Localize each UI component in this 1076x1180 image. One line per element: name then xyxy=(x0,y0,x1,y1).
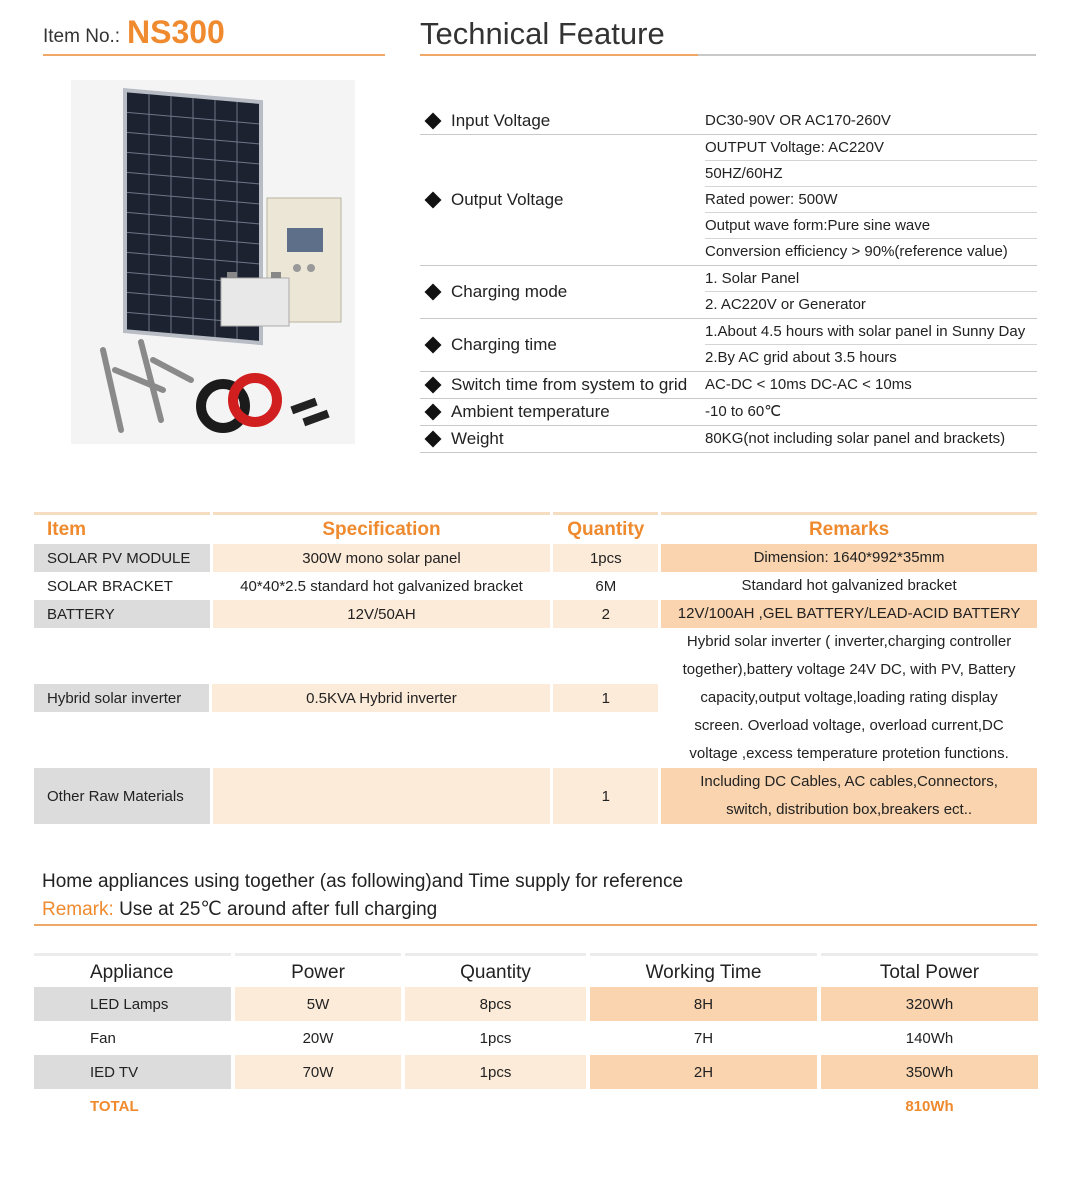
diamond-bullet-icon xyxy=(425,113,442,130)
remarks-line: Standard hot galvanized bracket xyxy=(741,577,957,594)
table-cell xyxy=(553,600,658,628)
title-underline-grey xyxy=(698,54,1036,56)
item-number-header xyxy=(43,14,385,56)
table-cell xyxy=(553,572,658,600)
cell-text: 6M xyxy=(595,577,617,595)
column-header: Working Time xyxy=(590,953,817,989)
cell-text: 1 xyxy=(601,787,610,805)
table-cell: 7H xyxy=(693,1029,714,1047)
column-header: Total Power xyxy=(821,953,1038,989)
technical-feature-header xyxy=(420,14,1036,56)
table-cell: 8H xyxy=(590,987,817,1021)
total-row xyxy=(34,1089,1038,1123)
table-cell xyxy=(553,628,658,768)
feature-name xyxy=(420,135,705,265)
remarks-line: together),battery voltage 24V DC, with PV, Battery xyxy=(682,661,1016,678)
feature-values xyxy=(705,319,1037,371)
table-cell-band xyxy=(212,684,550,712)
components-table xyxy=(34,512,1037,824)
table-cell xyxy=(34,544,210,572)
table-cell xyxy=(34,600,210,628)
diamond-bullet-icon xyxy=(425,404,442,421)
table-cell: 350Wh xyxy=(821,1055,1038,1089)
feature-label: Output Voltage xyxy=(451,190,564,209)
feature-name xyxy=(420,372,705,398)
table-cell xyxy=(34,628,209,768)
table-row xyxy=(34,600,1037,628)
cell-text: 12V/50AH xyxy=(347,605,416,623)
feature-value: Conversion efficiency > 90%(reference value) xyxy=(705,243,1008,260)
table-row xyxy=(34,544,1037,572)
table-cell xyxy=(553,768,658,824)
remarks-cell xyxy=(661,544,1037,572)
cell-text: 300W mono solar panel xyxy=(302,549,461,567)
feature-row xyxy=(420,135,1037,266)
feature-value: 50HZ/60HZ xyxy=(705,161,1037,187)
feature-value: -10 to 60℃ xyxy=(705,403,782,420)
feature-value: 2.By AC grid about 3.5 hours xyxy=(705,349,897,366)
remarks-cell xyxy=(661,600,1037,628)
cell-text: BATTERY xyxy=(47,605,115,623)
table-cell: 2H xyxy=(590,1055,817,1089)
table-cell-band xyxy=(553,684,658,712)
cell-text: 1 xyxy=(601,689,610,707)
table-cell xyxy=(553,544,658,572)
remarks-line: Including DC Cables, AC cables,Connectors, xyxy=(700,773,998,790)
feature-name xyxy=(420,266,705,318)
feature-value: 80KG(not including solar panel and brackets) xyxy=(705,430,1006,447)
table-row xyxy=(34,1055,1038,1089)
feature-label: Charging time xyxy=(451,335,557,354)
feature-value: Output wave form:Pure sine wave xyxy=(705,213,1037,239)
table-cell xyxy=(213,768,551,824)
feature-label: Switch time from system to grid xyxy=(451,375,688,394)
table-cell: LED Lamps xyxy=(34,987,231,1021)
diamond-bullet-icon xyxy=(425,377,442,394)
remarks-line: switch, distribution box,breakers ect.. xyxy=(726,801,973,818)
column-header: Item xyxy=(34,512,210,544)
feature-value: Rated power: 500W xyxy=(705,187,1037,213)
feature-value: 1. Solar Panel xyxy=(705,266,1037,292)
remarks-line: voltage ,excess temperature protetion functions. xyxy=(689,745,1009,762)
table-cell xyxy=(34,572,210,600)
column-header: Quantity xyxy=(553,512,658,544)
table-cell xyxy=(235,1089,401,1123)
feature-value: OUTPUT Voltage: AC220V xyxy=(705,135,1037,161)
feature-row xyxy=(420,319,1037,372)
feature-row xyxy=(420,108,1037,135)
remarks-line: Hybrid solar inverter ( inverter,charging controller xyxy=(686,633,1012,650)
cell-text: 0.5KVA Hybrid inverter xyxy=(306,689,457,707)
item-number: NS300 xyxy=(127,14,225,50)
remarks-cell xyxy=(661,572,1037,600)
appliance-header-row xyxy=(34,953,1038,987)
table-cell xyxy=(213,600,551,628)
feature-name xyxy=(420,426,705,452)
cell-text: 1pcs xyxy=(589,549,622,567)
table-cell xyxy=(590,1089,817,1123)
feature-value: AC-DC < 10ms DC-AC < 10ms xyxy=(705,376,912,393)
table-cell: 20W xyxy=(302,1029,334,1047)
feature-value: 2. AC220V or Generator xyxy=(705,296,866,313)
feature-name xyxy=(420,399,705,425)
remark-label: Remark: xyxy=(42,899,114,920)
table-cell: 8pcs xyxy=(405,987,586,1021)
feature-row xyxy=(420,372,1037,399)
title-underline xyxy=(420,54,698,56)
technical-feature-title: Technical Feature xyxy=(420,16,665,51)
note-divider xyxy=(34,924,1037,926)
feature-label: Ambient temperature xyxy=(451,402,610,421)
cell-text: 2 xyxy=(601,605,610,623)
table-row xyxy=(34,572,1037,600)
feature-values xyxy=(705,108,1037,134)
remarks-cell xyxy=(661,628,1037,768)
table-cell xyxy=(34,768,210,824)
feature-label: Charging mode xyxy=(451,282,568,301)
diamond-bullet-icon xyxy=(425,337,442,354)
feature-row xyxy=(420,399,1037,426)
feature-values xyxy=(705,266,1037,318)
diamond-bullet-icon xyxy=(425,192,442,209)
table-cell-band xyxy=(34,684,209,712)
table-row xyxy=(34,1021,1038,1055)
table-cell xyxy=(213,544,551,572)
table-cell: 5W xyxy=(235,987,401,1021)
feature-name xyxy=(420,108,705,134)
column-header: Power xyxy=(235,953,401,989)
feature-values xyxy=(705,372,1037,398)
remarks-line: 12V/100AH ,GEL BATTERY/LEAD-ACID BATTERY xyxy=(677,605,1021,622)
table-cell xyxy=(212,628,550,768)
feature-row xyxy=(420,426,1037,453)
column-header: Quantity xyxy=(405,953,586,989)
feature-values xyxy=(705,426,1037,452)
table-cell: 320Wh xyxy=(821,987,1038,1021)
cell-text: Other Raw Materials xyxy=(47,787,184,805)
feature-values xyxy=(705,135,1037,265)
remarks-line: screen. Overload voltage, overload current,DC xyxy=(694,717,1004,734)
table-cell xyxy=(213,572,551,600)
remarks-cell xyxy=(661,768,1037,824)
table-cell: 1pcs xyxy=(405,1055,586,1089)
feature-value: DC30-90V OR AC170-260V xyxy=(705,112,891,129)
cell-text: 40*40*2.5 standard hot galvanized bracket xyxy=(240,577,523,595)
components-header-row xyxy=(34,512,1037,544)
remarks-line: Dimension: 1640*992*35mm xyxy=(753,549,945,566)
appliance-note-line: Home appliances using together (as following)and Time supply for reference xyxy=(42,871,684,892)
table-cell: 810Wh xyxy=(905,1097,954,1115)
table-cell: Fan xyxy=(90,1029,116,1047)
feature-row xyxy=(420,266,1037,319)
product-illustration xyxy=(71,80,355,444)
table-cell xyxy=(405,1089,586,1123)
table-cell: 70W xyxy=(235,1055,401,1089)
table-cell: TOTAL xyxy=(90,1097,139,1115)
table-row xyxy=(34,987,1038,1021)
cell-text: Hybrid solar inverter xyxy=(47,689,182,707)
appliance-note xyxy=(42,868,683,924)
table-cell: 140Wh xyxy=(905,1029,954,1047)
feature-label: Input Voltage xyxy=(451,111,551,130)
appliance-table xyxy=(34,953,1038,1123)
table-cell: 1pcs xyxy=(479,1029,512,1047)
appliance-remark xyxy=(42,896,683,924)
table-cell: IED TV xyxy=(34,1055,231,1089)
feature-value: 1.About 4.5 hours with solar panel in Sunny Day xyxy=(705,319,1037,345)
diamond-bullet-icon xyxy=(425,284,442,301)
feature-name xyxy=(420,319,705,371)
feature-label: Weight xyxy=(451,429,504,448)
product-image xyxy=(71,80,355,444)
item-label: Item No.: xyxy=(43,26,121,47)
cell-text: SOLAR PV MODULE xyxy=(47,549,191,567)
cell-text: SOLAR BRACKET xyxy=(47,577,173,595)
remark-text: Use at 25℃ around after full charging xyxy=(113,899,438,920)
table-row xyxy=(34,768,1037,824)
feature-values xyxy=(705,399,1037,425)
remarks-line: capacity,output voltage,loading rating display xyxy=(700,689,998,706)
column-header: Specification xyxy=(213,512,551,544)
column-header: Appliance xyxy=(34,953,231,989)
diamond-bullet-icon xyxy=(425,431,442,448)
column-header: Remarks xyxy=(661,512,1037,544)
table-row xyxy=(34,628,1037,768)
technical-feature-list xyxy=(420,108,1037,453)
